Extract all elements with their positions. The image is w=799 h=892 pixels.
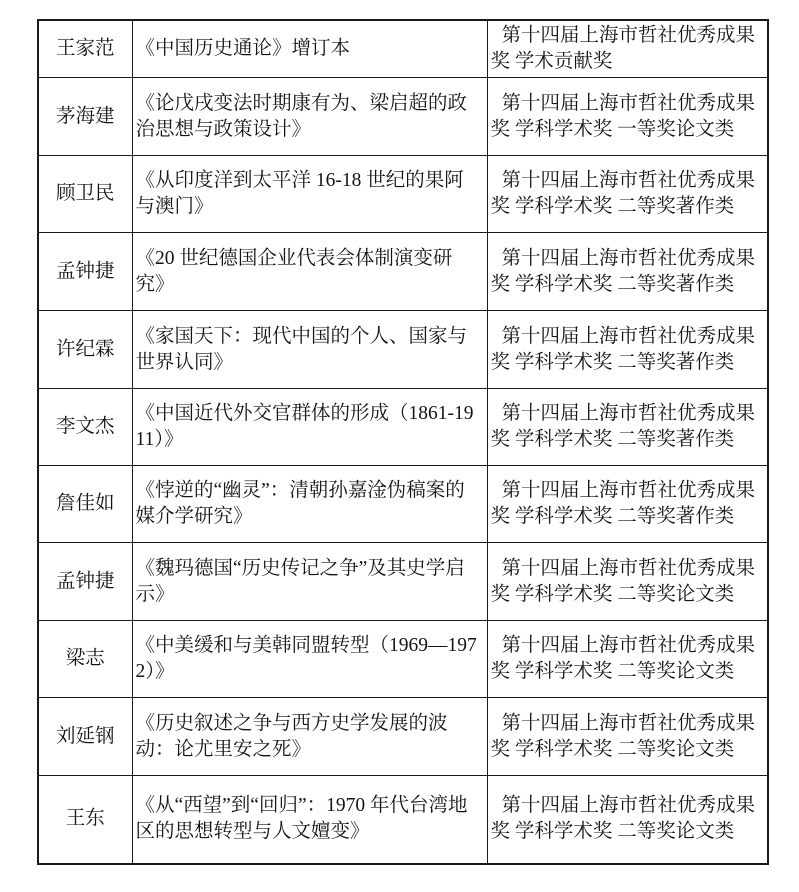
award-cell: 第十四届上海市哲社优秀成果奖 学科学术奖 二等奖论文类 <box>487 698 768 776</box>
table-row <box>38 776 768 864</box>
author-name-cell: 孟钟捷 <box>38 543 132 621</box>
award-cell: 第十四届上海市哲社优秀成果奖 学科学术奖 一等奖论文类 <box>487 78 768 156</box>
author-name-cell: 孟钟捷 <box>38 233 132 311</box>
work-title-cell: 《中国历史通论》增订本 <box>132 20 487 78</box>
table-row <box>38 311 768 389</box>
awards-table <box>37 19 769 865</box>
work-title-cell: 《历史叙述之争与西方史学发展的波动：论尤里安之死》 <box>132 698 487 776</box>
work-title-cell: 《家国天下：现代中国的个人、国家与世界认同》 <box>132 311 487 389</box>
award-cell: 第十四届上海市哲社优秀成果奖 学科学术奖 二等奖著作类 <box>487 311 768 389</box>
table-row <box>38 543 768 621</box>
table-row <box>38 20 768 78</box>
author-name-cell: 詹佳如 <box>38 466 132 543</box>
author-name-cell: 梁志 <box>38 621 132 698</box>
work-title-cell: 《20 世纪德国企业代表会体制演变研究》 <box>132 233 487 311</box>
work-title-cell: 《中美缓和与美韩同盟转型（1969—1972）》 <box>132 621 487 698</box>
award-cell: 第十四届上海市哲社优秀成果奖 学科学术奖 二等奖论文类 <box>487 776 768 864</box>
table-row <box>38 156 768 233</box>
work-title-cell: 《从“西望”到“回归”：1970 年代台湾地区的思想转型与人文嬗变》 <box>132 776 487 864</box>
work-title-cell: 《论戊戌变法时期康有为、梁启超的政治思想与政策设计》 <box>132 78 487 156</box>
author-name-cell: 许纪霖 <box>38 311 132 389</box>
award-cell: 第十四届上海市哲社优秀成果奖 学科学术奖 二等奖著作类 <box>487 233 768 311</box>
table-row <box>38 233 768 311</box>
table-row <box>38 389 768 466</box>
table-row <box>38 698 768 776</box>
author-name-cell: 刘延钢 <box>38 698 132 776</box>
award-cell: 第十四届上海市哲社优秀成果奖 学术贡献奖 <box>487 20 768 78</box>
award-cell: 第十四届上海市哲社优秀成果奖 学科学术奖 二等奖论文类 <box>487 621 768 698</box>
work-title-cell: 《悖逆的“幽灵”：清朝孙嘉淦伪稿案的媒介学研究》 <box>132 466 487 543</box>
author-name-cell: 顾卫民 <box>38 156 132 233</box>
table-row <box>38 466 768 543</box>
table-row <box>38 78 768 156</box>
table-row <box>38 621 768 698</box>
award-cell: 第十四届上海市哲社优秀成果奖 学科学术奖 二等奖著作类 <box>487 156 768 233</box>
work-title-cell: 《从印度洋到太平洋 16-18 世纪的果阿与澳门》 <box>132 156 487 233</box>
author-name-cell: 王东 <box>38 776 132 864</box>
author-name-cell: 王家范 <box>38 20 132 78</box>
award-cell: 第十四届上海市哲社优秀成果奖 学科学术奖 二等奖著作类 <box>487 389 768 466</box>
work-title-cell: 《魏玛德国“历史传记之争”及其史学启示》 <box>132 543 487 621</box>
work-title-cell: 《中国近代外交官群体的形成（1861-1911）》 <box>132 389 487 466</box>
author-name-cell: 茅海建 <box>38 78 132 156</box>
award-cell: 第十四届上海市哲社优秀成果奖 学科学术奖 二等奖著作类 <box>487 466 768 543</box>
award-cell: 第十四届上海市哲社优秀成果奖 学科学术奖 二等奖论文类 <box>487 543 768 621</box>
author-name-cell: 李文杰 <box>38 389 132 466</box>
